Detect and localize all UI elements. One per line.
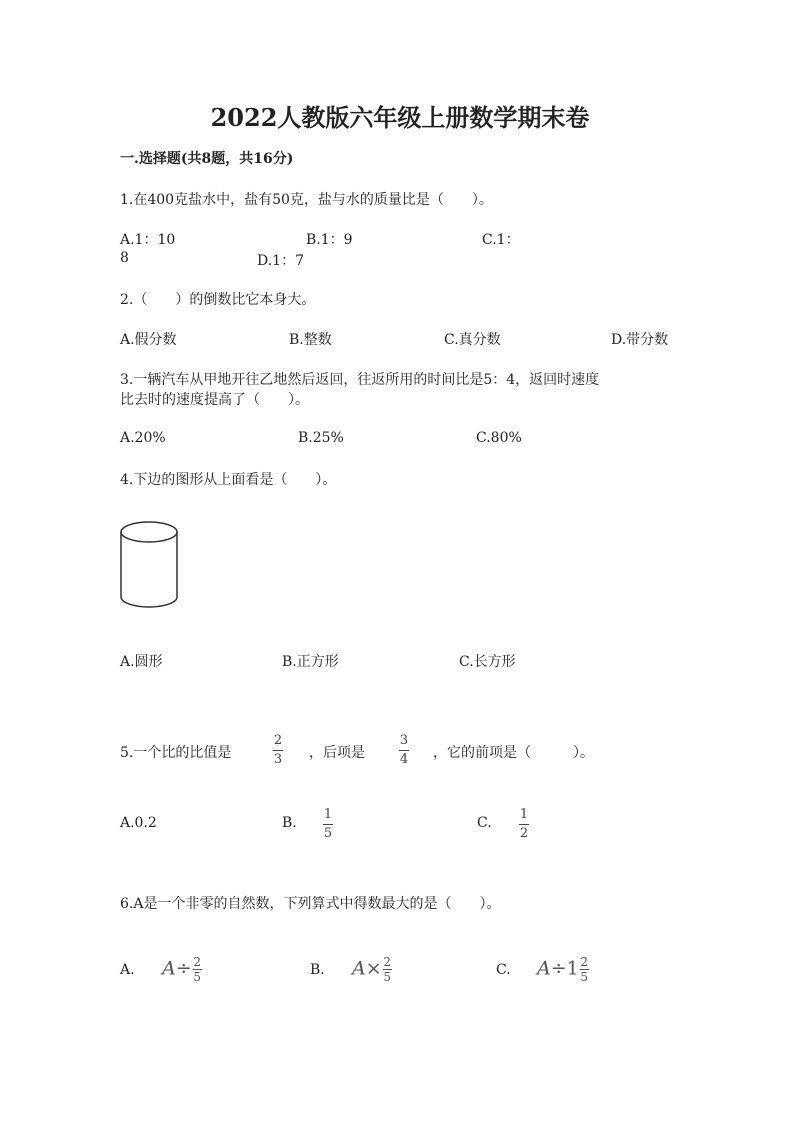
q4-option-a: A.圆形: [120, 654, 163, 670]
q1-option-c: C.1：: [482, 232, 520, 248]
q4-option-b: B.正方形: [282, 654, 339, 670]
q3-option-b: B.25%: [298, 430, 344, 446]
fraction-bar: [273, 750, 283, 751]
q5-option-c-denominator: 2: [519, 826, 529, 841]
q5-option-b-denominator: 5: [323, 826, 333, 841]
divide-operator: ÷: [550, 957, 567, 980]
q2-option-b: B.整数: [289, 332, 332, 348]
fraction: [580, 956, 589, 983]
q5-option-c-numerator: 1: [519, 807, 529, 822]
numerator: 2: [193, 955, 201, 969]
question-5-part-1: 5.一个比的比值是: [120, 745, 232, 761]
question-5-part-3: ，它的前项是（ ）。: [433, 745, 594, 761]
q6-option-a-label: A.: [120, 962, 135, 978]
q2-option-c: C.真分数: [444, 332, 501, 348]
fraction-bar: [323, 824, 333, 825]
fraction: [193, 956, 202, 983]
q5-fraction-ratio-denominator: 3: [273, 752, 283, 767]
numerator: 2: [383, 955, 391, 969]
fraction-bar: [399, 750, 409, 751]
question-2: 2.（ ）的倒数比它本身大。: [120, 292, 316, 308]
q6-option-b-expression: [352, 956, 392, 983]
q1-option-c-wrap: 8: [120, 250, 129, 266]
question-4: 4.下边的图形从上面看是（ ）。: [120, 472, 337, 488]
q5-fraction-ratio: [273, 734, 283, 767]
q6-option-a-expression: [162, 956, 202, 983]
question-1: 1.在400克盐水中，盐有50克，盐与水的质量比是（ ）。: [120, 192, 493, 208]
numerator: 2: [580, 955, 589, 969]
q5-option-c: C.: [477, 815, 492, 831]
q4-option-c: C.长方形: [459, 654, 516, 670]
question-3-line-2: 比去时的速度提高了（ ）。: [120, 392, 309, 408]
q2-option-a: A.假分数: [120, 332, 177, 348]
q1-option-d: D.1：7: [257, 253, 304, 269]
denominator: 5: [383, 970, 391, 984]
q3-option-c: C.80%: [476, 430, 522, 446]
q5-fraction-consequent: [399, 734, 409, 767]
variable-a: A: [162, 957, 176, 980]
q5-option-c-fraction: [519, 808, 529, 841]
q5-option-a: A.0.2: [120, 815, 157, 831]
q2-option-d: D.带分数: [611, 332, 669, 348]
q1-option-b: B.1：9: [306, 232, 353, 248]
fraction-bar: [519, 824, 529, 825]
fraction: [383, 956, 392, 983]
q6-option-b-label: B.: [310, 962, 325, 978]
q6-option-c-label: C.: [496, 962, 511, 978]
q5-fraction-consequent-numerator: 3: [399, 733, 409, 748]
q3-option-a: A.20%: [120, 430, 166, 446]
variable-a: A: [352, 957, 366, 980]
divide-operator: ÷: [175, 957, 192, 980]
question-5-part-2: ，后项是: [309, 745, 365, 761]
cylinder-figure: [118, 519, 180, 611]
page-title: 2022人教版六年级上册数学期末卷: [210, 103, 590, 132]
q5-option-b-numerator: 1: [323, 807, 333, 822]
q5-fraction-ratio-numerator: 2: [273, 733, 283, 748]
variable-a: A: [537, 957, 551, 980]
q5-fraction-consequent-denominator: 4: [399, 752, 409, 767]
question-3-line-1: 3.一辆汽车从甲地开往乙地然后返回，往返所用的时间比是5：4，返回时速度: [120, 372, 600, 388]
denominator: 5: [193, 970, 201, 984]
whole-number: 1: [566, 957, 579, 980]
multiply-operator: ×: [365, 957, 382, 980]
q5-option-b: B.: [282, 815, 297, 831]
denominator: 5: [580, 970, 589, 984]
q6-option-c-expression: [537, 956, 589, 983]
section-heading: 一.选择题(共8题，共16分): [120, 151, 294, 167]
q5-option-b-fraction: [323, 808, 333, 841]
question-6: 6.A是一个非零的自然数，下列算式中得数最大的是（ ）。: [120, 896, 501, 912]
q1-option-a: A.1：10: [120, 232, 176, 248]
